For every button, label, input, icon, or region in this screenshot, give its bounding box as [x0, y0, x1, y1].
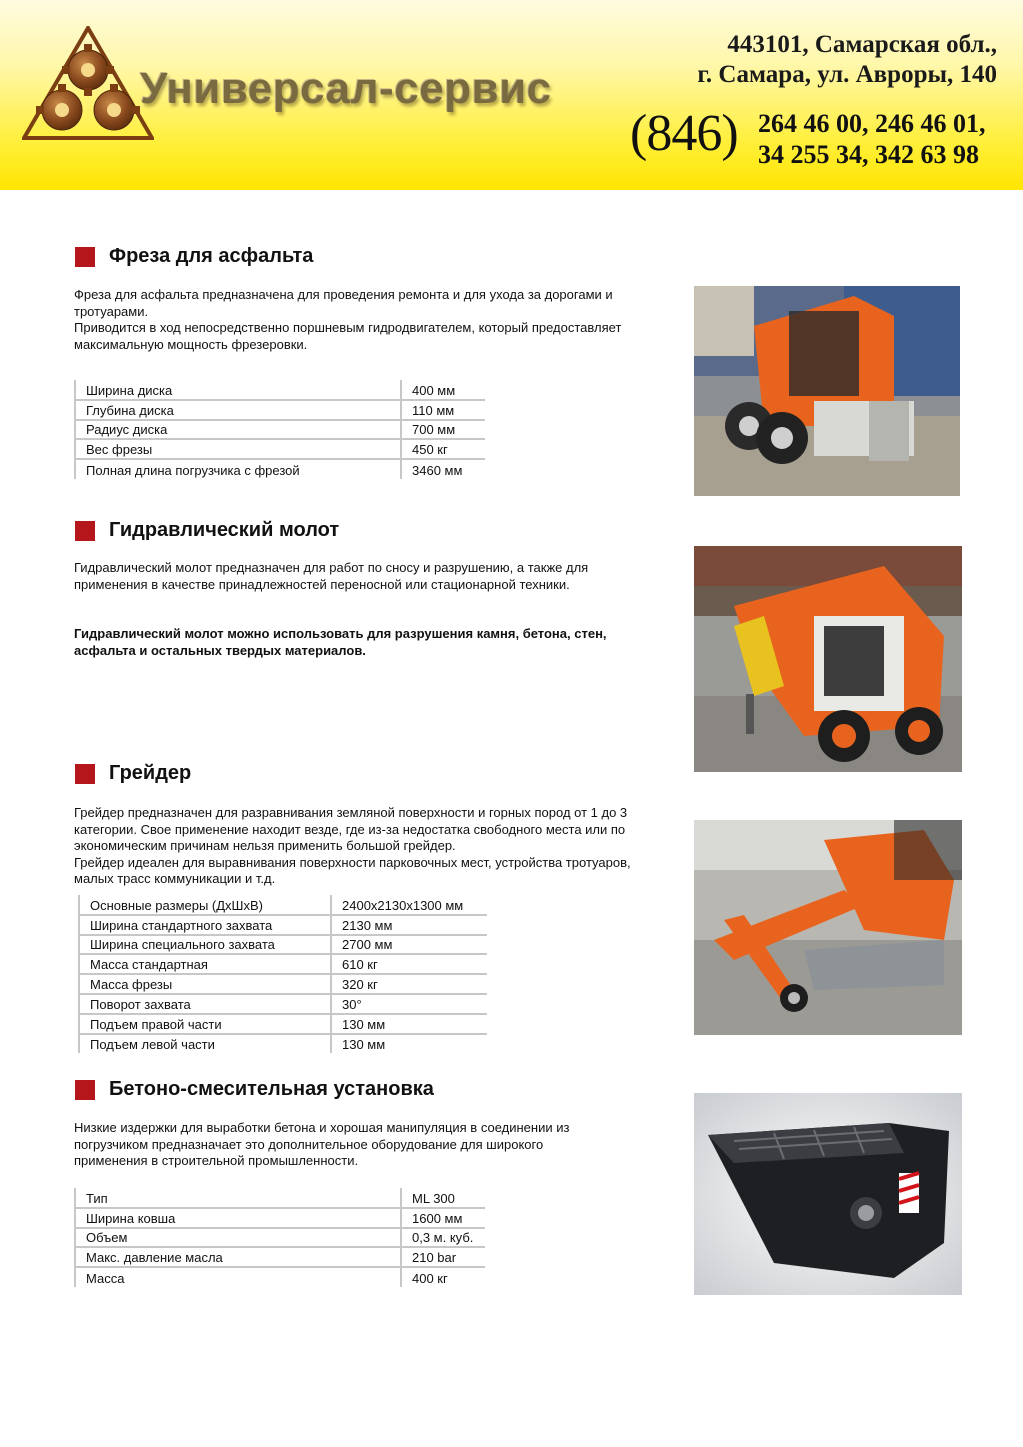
spec-label: Подъем правой части [79, 1014, 331, 1034]
spec-label: Ширина специального захвата [79, 935, 331, 955]
spec-label: Ширина диска [75, 380, 401, 400]
spec-value: 400 кг [401, 1267, 485, 1287]
gears-logo-icon [22, 26, 154, 142]
section-title-asphalt-mill [75, 245, 313, 268]
table-row [79, 895, 487, 915]
spec-label: Масса [75, 1267, 401, 1287]
specs-table-grader [78, 895, 487, 1053]
section-description [74, 805, 654, 888]
table-row [75, 380, 485, 400]
spec-value: 2700 мм [331, 935, 487, 955]
hydraulic-hammer-photo [694, 546, 962, 772]
company-address [697, 30, 997, 90]
spec-label: Масса фрезы [79, 974, 331, 994]
header-banner [0, 0, 1023, 190]
spec-value: 450 кг [401, 439, 485, 459]
spec-value: 210 bar [401, 1247, 485, 1267]
spec-label: Ширина стандартного захвата [79, 915, 331, 935]
table-row [75, 1267, 485, 1287]
section-marker-icon [75, 521, 95, 541]
description-paragraph: Гидравлический молот предназначен для работ по сносу и разрушению, а также для применения в качестве принадлежностей переносной или стационарной техники. [74, 560, 589, 592]
description-paragraph: Приводится в ход непосредственно поршневым гидродвигателем, который предоставляет максимальную мощность фрезеровки. [74, 320, 622, 352]
table-row [79, 915, 487, 935]
table-row [75, 459, 485, 479]
section-title-text: Фреза для асфальта [109, 245, 314, 267]
table-row [79, 994, 487, 1014]
spec-value: 110 мм [401, 400, 485, 420]
phone-area-code: (846) [630, 105, 738, 162]
spec-value: 3460 мм [401, 459, 485, 479]
spec-label: Масса стандартная [79, 954, 331, 974]
table-row [79, 1014, 487, 1034]
table-row [79, 1034, 487, 1054]
phone-numbers [758, 108, 986, 170]
grader-photo [694, 820, 962, 1035]
table-row [75, 400, 485, 420]
spec-label: Ширина ковша [75, 1208, 401, 1228]
spec-label: Глубина диска [75, 400, 401, 420]
table-row [75, 1228, 485, 1248]
table-row [79, 974, 487, 994]
section-title-hydraulic-hammer [75, 519, 339, 542]
section-description [74, 560, 634, 593]
section-title-text: Бетоно-смесительная установка [109, 1078, 434, 1100]
concrete-mixer-photo [694, 1093, 962, 1295]
spec-value: 130 мм [331, 1034, 487, 1054]
spec-label: Макс. давление масла [75, 1247, 401, 1267]
description-paragraph: Грейдер предназначен для разравнивания земляной поверхности и горных пород от 1 до 3 категории. Свое применение находит везде, где из-за недостатка свободного места или по экономическим причинам нельзя применить большой грейдер. [74, 805, 628, 854]
spec-label: Вес фрезы [75, 439, 401, 459]
spec-value: 320 кг [331, 974, 487, 994]
spec-label: Объем [75, 1228, 401, 1248]
description-paragraph: Низкие издержки для выработки бетона и хорошая манипуляция в соединении из погрузчиком предназначает это дополнительное оборудование для широкого применения в строительной промышленности. [74, 1120, 570, 1169]
spec-value: 2400х2130х1300 мм [331, 895, 487, 915]
spec-label: Полная длина погрузчика с фрезой [75, 459, 401, 479]
table-row [79, 954, 487, 974]
phone-line: 34 255 34, 342 63 98 [758, 140, 979, 169]
table-row [75, 1208, 485, 1228]
spec-value: 400 мм [401, 380, 485, 400]
spec-value: 30° [331, 994, 487, 1014]
specs-table-concrete-mixer [74, 1188, 485, 1287]
spec-value: 700 мм [401, 420, 485, 440]
address-line: г. Самара, ул. Авроры, 140 [697, 61, 997, 88]
section-description [74, 1120, 614, 1170]
section-title-concrete-mixer [75, 1078, 434, 1101]
section-marker-icon [75, 1080, 95, 1100]
description-paragraph: Фреза для асфальта предназначена для проведения ремонта и для ухода за дорогами и тротуарами. [74, 287, 613, 319]
section-description [74, 287, 654, 353]
section-marker-icon [75, 247, 95, 267]
table-row [79, 935, 487, 955]
section-title-text: Гидравлический молот [109, 519, 340, 541]
company-name: Универсал-сервис [140, 64, 552, 113]
spec-label: Тип [75, 1188, 401, 1208]
asphalt-mill-photo [694, 286, 960, 496]
section-marker-icon [75, 764, 95, 784]
spec-value: 130 мм [331, 1014, 487, 1034]
table-row [75, 1188, 485, 1208]
address-line: 443101, Самарская обл., [727, 31, 997, 58]
spec-value: ML 300 [401, 1188, 485, 1208]
spec-value: 610 кг [331, 954, 487, 974]
spec-value: 2130 мм [331, 915, 487, 935]
specs-table-asphalt-mill [74, 380, 485, 479]
table-row [75, 439, 485, 459]
phone-line: 264 46 00, 246 46 01, [758, 109, 986, 138]
spec-value: 0,3 м. куб. [401, 1228, 485, 1248]
spec-value: 1600 мм [401, 1208, 485, 1228]
spec-label: Радиус диска [75, 420, 401, 440]
table-row [75, 420, 485, 440]
description-paragraph: Грейдер идеален для выравнивания поверхности парковочных мест, устройства тротуаров, малых трасс коммуникации и т.д. [74, 854, 631, 887]
spec-label: Поворот захвата [79, 994, 331, 1014]
section-note: Гидравлический молот можно использовать для разрушения камня, бетона, стен, асфальта и остальных твердых материалов. [74, 626, 607, 658]
section-title-grader [75, 762, 191, 785]
table-row [75, 1247, 485, 1267]
section-title-text: Грейдер [109, 762, 192, 784]
spec-label: Основные размеры (ДхШхВ) [79, 895, 331, 915]
spec-label: Подъем левой части [79, 1034, 331, 1054]
